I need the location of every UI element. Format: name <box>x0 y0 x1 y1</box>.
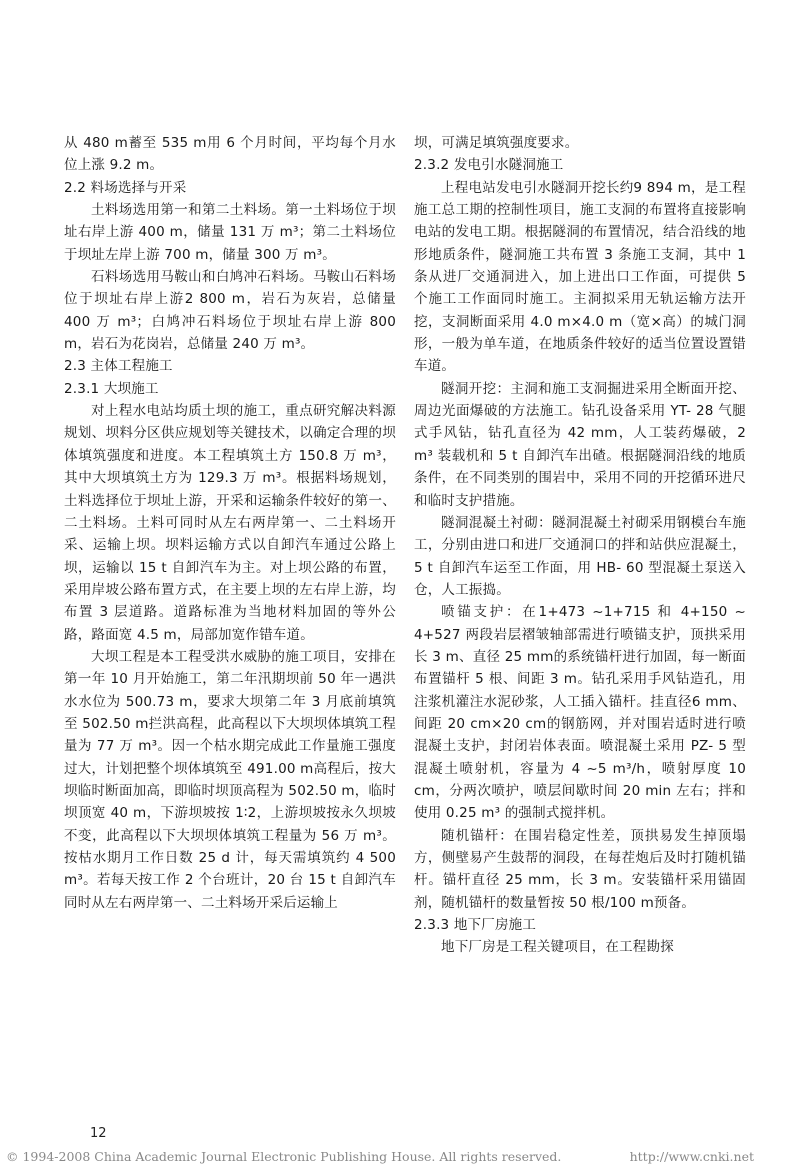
paragraph: 石料场选用马鞍山和白鸠冲石料场。马鞍山石料场位于坝址右岸上游2 800 m，岩石为灰岩，总储量 400 万 m³；白鸠冲石料场位于坝址右岸上游 800 m，岩石为花岗岩，总储量 240 万 m³。 <box>64 269 396 353</box>
paragraph: 大坝工程是本工程受洪水威胁的施工项目，安排在第一年 10 月开始施工，第二年汛期坝前 50 年一遇洪水水位为 500.73 m，要求大坝第二年 3 月底前填筑至 502.50 m拦洪高程，此高程以下大坝坝体填筑工程量为 77 万 m³。因一个枯水期完成此工作量施工强度过大，计划把整个坝体填筑至 491.00 m高程后，按大坝临时断面加高，即临时坝顶高程为 502.50 m，临时坝顶宽 40 m，下游坝坡按 1∶2，上游坝坡按永久坝坡不变，此高程以下大坝坝体填筑工程量为 56 万 m³。按枯水期月工作日数 25 d 计，每天需填筑约 4 500 m³。若每天按工作 2 个台班计，20 台 15 t 自卸汽车同时从左右两岸第一、二土料场开采后运输上 <box>64 648 396 911</box>
copyright-notice: © 1994-2008 China Academic Journal Electronic Publishing House. All rights reserved. <box>6 1149 562 1164</box>
right-column <box>414 132 746 959</box>
paragraph: 土料场选用第一和第二土料场。第一土料场位于坝址右岸上游 400 m，储量 131 万 m³；第二土料场位于坝址左岸上游 700 m，储量 300 万 m³。 <box>64 202 396 263</box>
paragraph: 隧洞开挖：主洞和施工支洞掘进采用全断面开挖、周边光面爆破的方法施工。钻孔设备采用 YT- 28 气腿式手风钻，钻孔直径为 42 mm，人工装药爆破，2 m³ 装载机和 5 t 自卸汽车出碴。根据隧洞沿线的地质条件，在不同类别的围岩中，采用不同的开挖循环进尺和临时支护措施。 <box>414 380 746 509</box>
section-line: 2.2 料场选择与开采 <box>64 179 187 196</box>
paragraph: 隧洞混凝土衬砌：隧洞混凝土衬砌采用钢模台车施工，分别由进口和进厂交通洞口的拌和站供应混凝土，5 t 自卸汽车运至工作面，用 HB- 60 型混凝土泵送入仓，人工振捣。 <box>414 514 746 598</box>
footer-url[interactable]: http://www.cnki.net <box>629 1149 754 1164</box>
section-line: 坝，可满足填筑强度要求。 <box>414 135 579 151</box>
paragraph: 上程电站发电引水隧洞开挖长约9 894 m，是工程施工总工期的控制性项目，施工支洞的布置将直接影响电站的发电工期。根据隧洞的布置情况，结合沿线的地形地质条件，隧洞施工共布置 3 条施工支洞，其中 1 条从进厂交通洞进入，加上进出口工作面，可提供 5 个施工工作面同时施工。主洞拟采用无轨运输方法开挖，支洞断面采用 4.0 m×4.0 m（宽×高）的城门洞形，一般为单车道，在地质条件较好的适当位置设置错车道。 <box>414 179 746 375</box>
paragraph: 地下厂房是工程关键项目，在工程勘探 <box>441 939 674 956</box>
left-column <box>64 132 396 914</box>
footer <box>0 1147 800 1167</box>
paragraph: 随机锚杆：在围岩稳定性差，顶拱易发生掉顶塌方，侧壁易产生鼓帮的洞段，在每茬炮后及时打随机锚杆。锚杆直径 25 mm，长 3 m。安装锚杆采用锚固剂，随机锚杆的数量暂按 50 根/100 m预备。 <box>414 827 746 911</box>
section-line: 2.3 主体工程施工 <box>64 358 173 375</box>
section-line: 2.3.1 大坝施工 <box>64 380 159 397</box>
paragraph: 喷锚支护：在1+473 ~1+715 和 4+150 ~ 4+527 两段岩层褶皱轴部需进行喷锚支护，顶拱采用长 3 m、直径 25 mm的系统锚杆进行加固，每一断面布置锚杆 5 根、间距 3 m。钻孔采用手风钻造孔，用注浆机灌注水泥砂浆，人工插入锚杆。挂直径6 mm、间距 20 cm×20 cm的钢筋网，并对围岩适时进行喷混凝土支护，封闭岩体表面。喷混凝土采用 PZ- 5 型混凝土喷射机，容量为 4 ~5 m³/h，喷射厚度 10 cm，分两次喷护，喷层间歇时间 20 min 左右；拌和使用 0.25 m³ 的强制式搅拌机。 <box>414 604 746 822</box>
section-line: 2.3.2 发电引水隧洞施工 <box>414 157 564 174</box>
paragraph: 对上程水电站均质土坝的施工，重点研究解决料源规划、坝料分区供应规划等关键技术，以确定合理的坝体填筑强度和进度。本工程填筑土方 150.8 万 m³，其中大坝填筑土方为 129.3 万 m³。根据料场规划，土料选择位于坝址上游，开采和运输条件较好的第一、二土料场。土料可同时从左右两岸第一、二土料场开采、运输上坝。坝料运输方式以自卸汽车通过公路上坝，运输以 15 t 自卸汽车为主。对上坝公路的布置，采用岸坡公路布置方式，在主要上坝的左右岸上游，均布置 3 层道路。道路标准为当地材料加固的等外公路，路面宽 4.5 m，局部加宽作错车道。 <box>64 403 396 643</box>
page-number: 12 <box>90 1126 107 1141</box>
section-line: 2.3.3 地下厂房施工 <box>414 917 537 934</box>
section-line: 从 480 m蓄至 535 m用 6 个月时间，平均每个月水位上涨 9.2 m。 <box>64 135 396 174</box>
